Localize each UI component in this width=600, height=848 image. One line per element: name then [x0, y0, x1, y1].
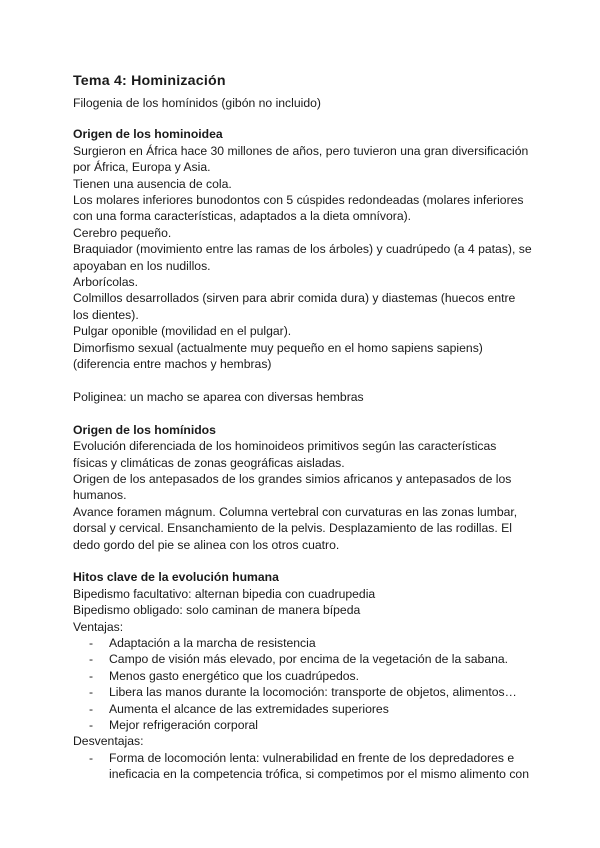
- paragraph: Evolución diferenciada de los hominoideos primitivos según las características físicas y climáticas de zonas geográficas aisladas.: [73, 439, 497, 470]
- spacer: [73, 373, 533, 389]
- paragraph: Origen de los antepasados de los grandes simios africanos y antepasados de los humanos.: [73, 471, 512, 503]
- list-item: [73, 684, 533, 700]
- bullet-dash: -: [89, 635, 94, 650]
- list-item-text: Aumenta el alcance de las extremidades superiores: [109, 701, 389, 716]
- list-item: [73, 717, 533, 733]
- list-item: [73, 701, 533, 717]
- paragraph: Bipedismo obligado: solo caminan de manera bípeda: [73, 603, 361, 618]
- list-item-text: Adaptación a la marcha de resistencia: [109, 635, 316, 650]
- bullet-dash: -: [89, 668, 94, 683]
- paragraph: Colmillos desarrollados (sirven para abrir comida dura) y diastemas (huecos entre los dientes).: [73, 291, 516, 322]
- document-content: [73, 72, 533, 783]
- list-item: [73, 750, 533, 783]
- bullet-dash: -: [89, 652, 94, 667]
- paragraph: Surgieron en África hace 30 millones de años, pero tuvieron una gran diversificación por África, Europa y Asia.: [73, 143, 529, 175]
- paragraph: Avance foramen mágnum. Columna vertebral con curvaturas en las zonas lumbar, dorsal y cervical. Ensanchamiento de la pelvis. Desplazamiento de las rodillas. El dedo gordo del pie se alinea con los otros cuatro.: [73, 504, 518, 552]
- list-item-text: Menos gasto energético que los cuadrúpedos.: [109, 668, 360, 683]
- list-item-text: Libera las manos durante la locomoción: transporte de objetos, alimentos…: [109, 685, 517, 700]
- page-subtitle: Filogenia de los homínidos (gibón no incluido): [73, 96, 321, 110]
- section-heading-hominidos: Origen de los homínidos: [73, 422, 216, 437]
- list-item: [73, 668, 533, 684]
- list-item: [73, 651, 533, 667]
- bullet-dash: -: [89, 701, 94, 716]
- section-heading-hominoidea: Origen de los hominoidea: [73, 127, 223, 142]
- spacer: [73, 405, 533, 421]
- list-item-text: Campo de visión más elevado, por encima de la vegetación de la sabana.: [109, 652, 509, 667]
- paragraph: Los molares inferiores bunodontos con 5 cúspides redondeadas (molares inferiores con una forma características, adaptados a la dieta omnívora).: [73, 193, 524, 224]
- paragraph: Braquiador (movimiento entre las ramas de los árboles) y cuadrúpedo (a 4 patas), se apoyaban en los nudillos.: [73, 242, 532, 273]
- ventajas-list: [73, 635, 533, 733]
- bullet-dash: -: [89, 685, 94, 700]
- desventajas-list: [73, 750, 533, 783]
- list-item-text: Forma de locomoción lenta: vulnerabilidad en frente de los depredadores e ineficacia en la competencia trófica, si competimos por el mismo alimento con: [109, 750, 529, 782]
- spacer: [73, 553, 533, 569]
- paragraph: Tienen una ausencia de cola.: [73, 176, 232, 191]
- paragraph: Cerebro pequeño.: [73, 225, 172, 240]
- desventajas-label: Desventajas:: [73, 734, 144, 749]
- list-item-text: Mejor refrigeración corporal: [109, 717, 259, 732]
- bullet-dash: -: [89, 717, 94, 732]
- page-title: Tema 4: Hominización: [73, 73, 226, 89]
- section-heading-hitos: Hitos clave de la evolución humana: [73, 570, 279, 585]
- paragraph: Dimorfismo sexual (actualmente muy pequeño en el homo sapiens sapiens) (diferencia entre machos y hembras): [73, 340, 483, 372]
- paragraph: Arborícolas.: [73, 275, 139, 290]
- bullet-dash: -: [89, 750, 94, 765]
- ventajas-label: Ventajas:: [73, 619, 124, 634]
- paragraph-poliginea: Poliginea: un macho se aparea con diversas hembras: [73, 389, 364, 404]
- list-item: [73, 635, 533, 651]
- paragraph: Pulgar oponible (movilidad en el pulgar).: [73, 324, 292, 339]
- paragraph: Bipedismo facultativo: alternan bipedia con cuadrupedia: [73, 586, 376, 601]
